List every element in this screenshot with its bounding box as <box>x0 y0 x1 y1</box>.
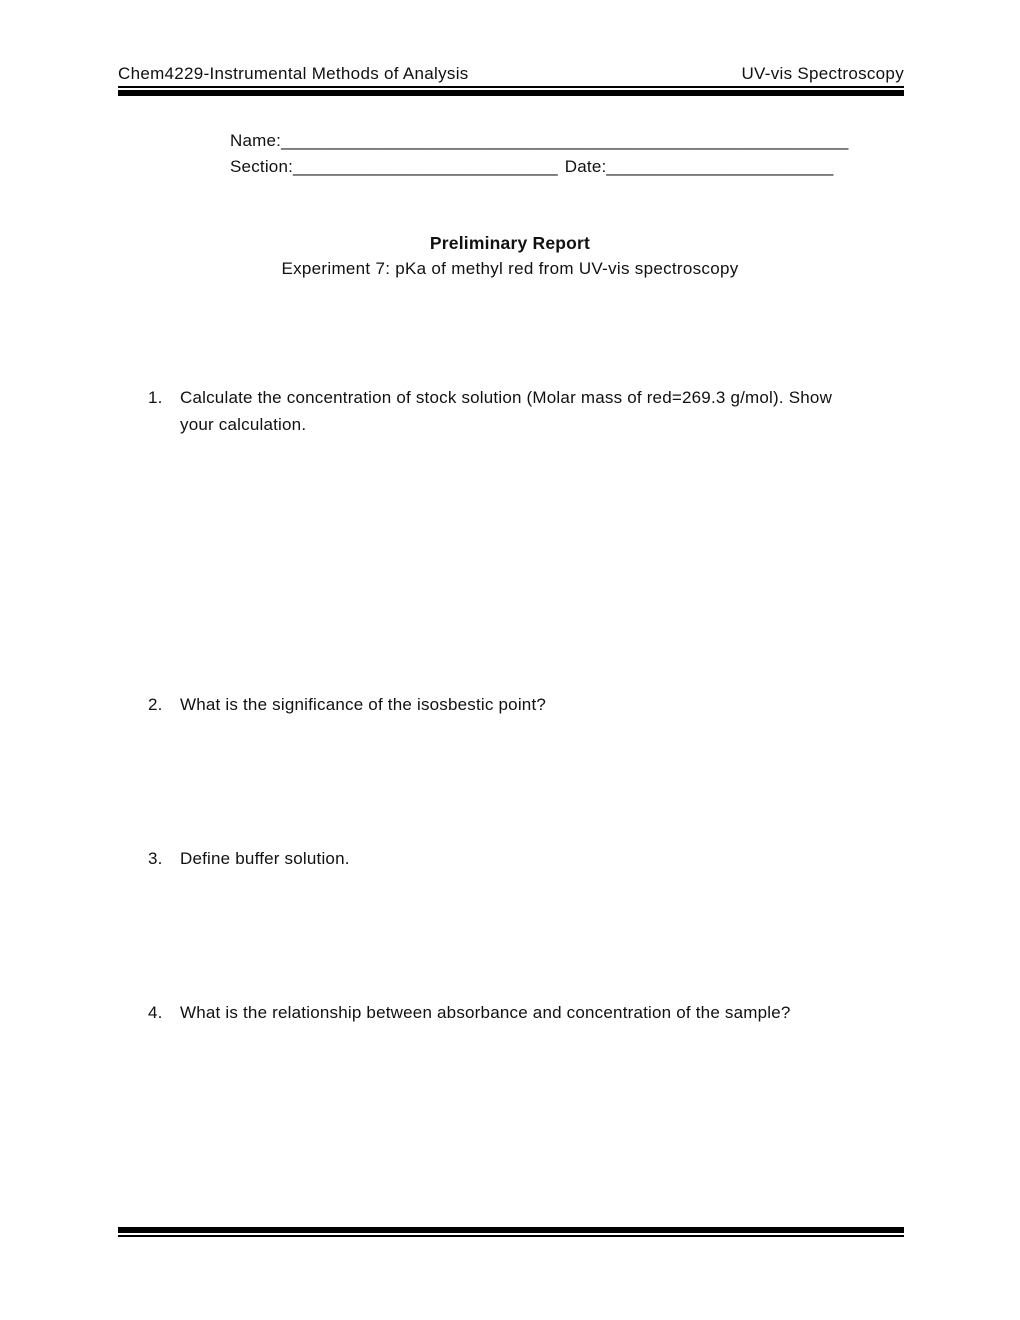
question-1-line-2: your calculation. <box>180 415 307 434</box>
name-line <box>230 128 848 154</box>
question-2-line-1: What is the significance of the isosbestic point? <box>180 695 547 714</box>
question-1-number: 1. <box>148 388 163 407</box>
date-blank-line: ________________________ <box>606 157 834 176</box>
question-2-text <box>180 691 890 718</box>
question-3-number: 3. <box>148 849 163 868</box>
question-4-line-1: What is the relationship between absorbance and concentration of the sample? <box>180 1003 791 1022</box>
title-block <box>0 230 1020 282</box>
question-4 <box>148 999 890 1026</box>
header-topic: UV-vis Spectroscopy <box>741 64 904 83</box>
section-date-line <box>230 154 848 180</box>
name-blank-line: ____________________________________________________________ <box>281 131 849 150</box>
footer-rule-thin-line <box>118 1235 904 1237</box>
question-1-line-1: Calculate the concentration of stock solution (Molar mass of red=269.3 g/mol). Show <box>180 388 833 407</box>
question-2-number: 2. <box>148 695 163 714</box>
document-subtitle: Experiment 7: pKa of methyl red from UV-vis spectroscopy <box>281 259 739 278</box>
document-title: Preliminary Report <box>429 233 591 253</box>
header-course-title: Chem4229-Instrumental Methods of Analysis <box>118 64 469 83</box>
page-header <box>118 64 904 84</box>
footer-double-rule <box>118 1227 904 1237</box>
question-4-text <box>180 999 890 1026</box>
name-label: Name: <box>230 131 282 150</box>
header-double-rule <box>118 86 904 96</box>
date-label: Date: <box>564 157 607 176</box>
question-1-text <box>180 384 890 438</box>
student-info-form <box>230 128 848 180</box>
question-4-number: 4. <box>148 1003 163 1022</box>
question-3 <box>148 845 890 872</box>
question-2 <box>148 691 890 718</box>
section-blank-line: ____________________________ <box>293 157 558 176</box>
section-label: Section: <box>230 157 294 176</box>
question-1 <box>148 384 890 438</box>
header-rule-thick-line <box>118 90 904 96</box>
question-3-line-1: Define buffer solution. <box>180 849 350 868</box>
question-3-text <box>180 845 890 872</box>
